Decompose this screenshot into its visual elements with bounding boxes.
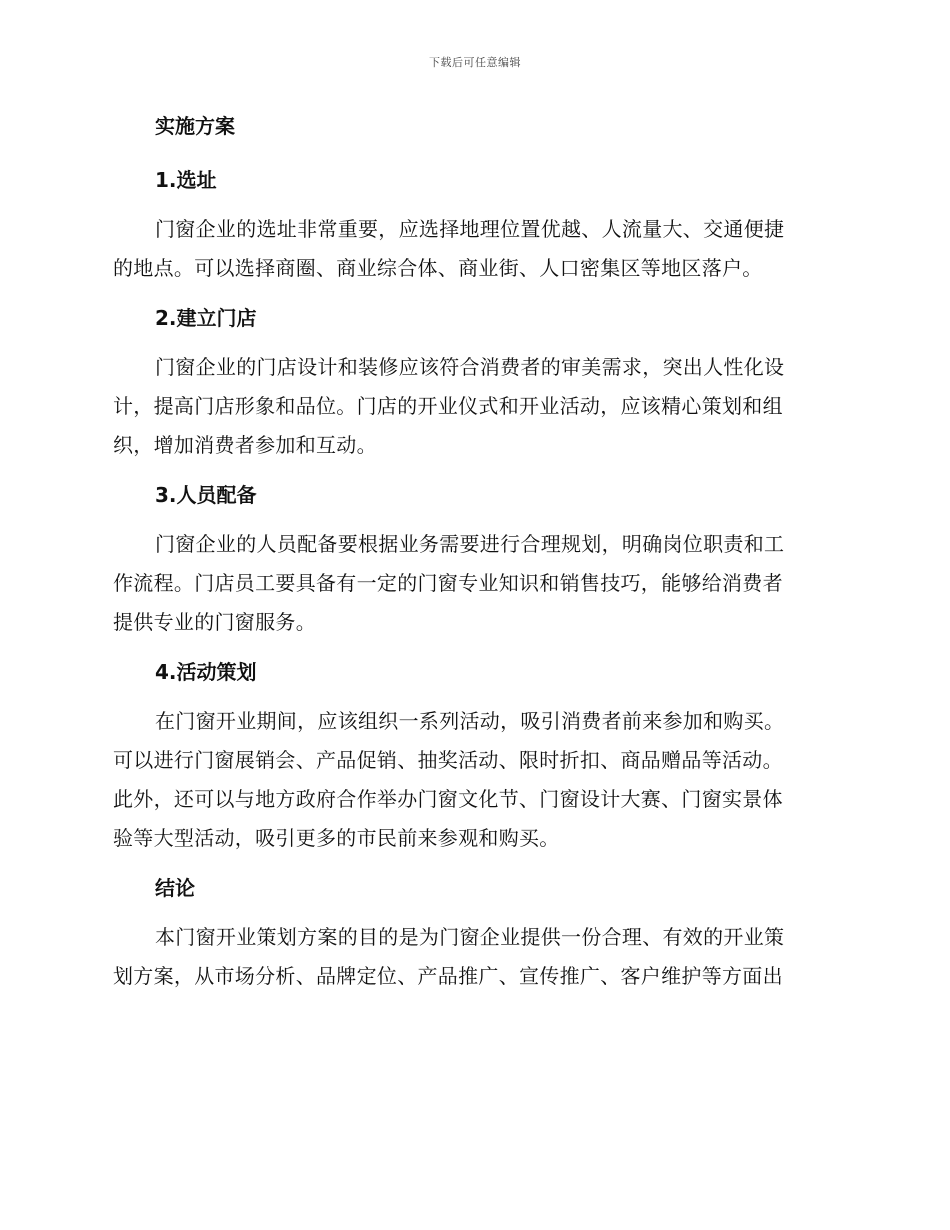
paragraph-line: 此外，还可以与地方政府合作举办门窗文化节、门窗设计大赛、门窗实景体 [113, 787, 783, 811]
paragraph-event-planning [113, 702, 833, 858]
paragraph-line: 可以进行门窗展销会、产品促销、抽奖活动、限时折扣、商品赠品等活动。 [113, 748, 783, 772]
paragraph-line: 门窗企业的人员配备要根据业务需要进行合理规划，明确岗位职责和工 [155, 532, 785, 556]
page-header [0, 54, 950, 70]
paragraph-line: 提供专业的门窗服务。 [113, 610, 316, 634]
page-header-text: 下载后可任意编辑 [429, 56, 521, 69]
paragraph-line: 划方案，从市场分析、品牌定位、产品推广、宣传推广、客户维护等方面出 [113, 964, 783, 988]
paragraph-line: 验等大型活动，吸引更多的市民前来参观和购买。 [113, 826, 560, 850]
paragraph-store-setup [113, 348, 833, 465]
paragraph-line: 本门窗开业策划方案的目的是为门窗企业提供一份合理、有效的开业策 [155, 925, 785, 949]
document-body [113, 110, 833, 1010]
paragraph-line: 在门窗开业期间，应该组织一系列活动，吸引消费者前来参加和购买。 [155, 709, 785, 733]
section-heading-site-selection: 1.选址 [155, 168, 217, 192]
paragraph-line: 织，增加消费者参加和互动。 [113, 433, 377, 457]
paragraph-line: 作流程。门店员工要具备有一定的门窗专业知识和销售技巧，能够给消费者 [113, 571, 783, 595]
section-heading-conclusion: 结论 [155, 876, 195, 900]
section-heading-event-planning: 4.活动策划 [155, 660, 257, 684]
section-heading-store-setup: 2.建立门店 [155, 306, 257, 330]
paragraph-site-selection [113, 210, 833, 288]
section-heading-staffing: 3.人员配备 [155, 483, 257, 507]
paragraph-line: 门窗企业的选址非常重要，应选择地理位置优越、人流量大、交通便捷 [155, 217, 785, 241]
paragraph-line: 的地点。可以选择商圈、商业综合体、商业街、人口密集区等地区落户。 [113, 256, 763, 280]
paragraph-line: 计，提高门店形象和品位。门店的开业仪式和开业活动，应该精心策划和组 [113, 394, 783, 418]
paragraph-staffing [113, 525, 833, 642]
paragraph-conclusion [113, 918, 833, 996]
section-heading-implementation: 实施方案 [155, 114, 235, 138]
paragraph-line: 门窗企业的门店设计和装修应该符合消费者的审美需求，突出人性化设 [155, 355, 785, 379]
